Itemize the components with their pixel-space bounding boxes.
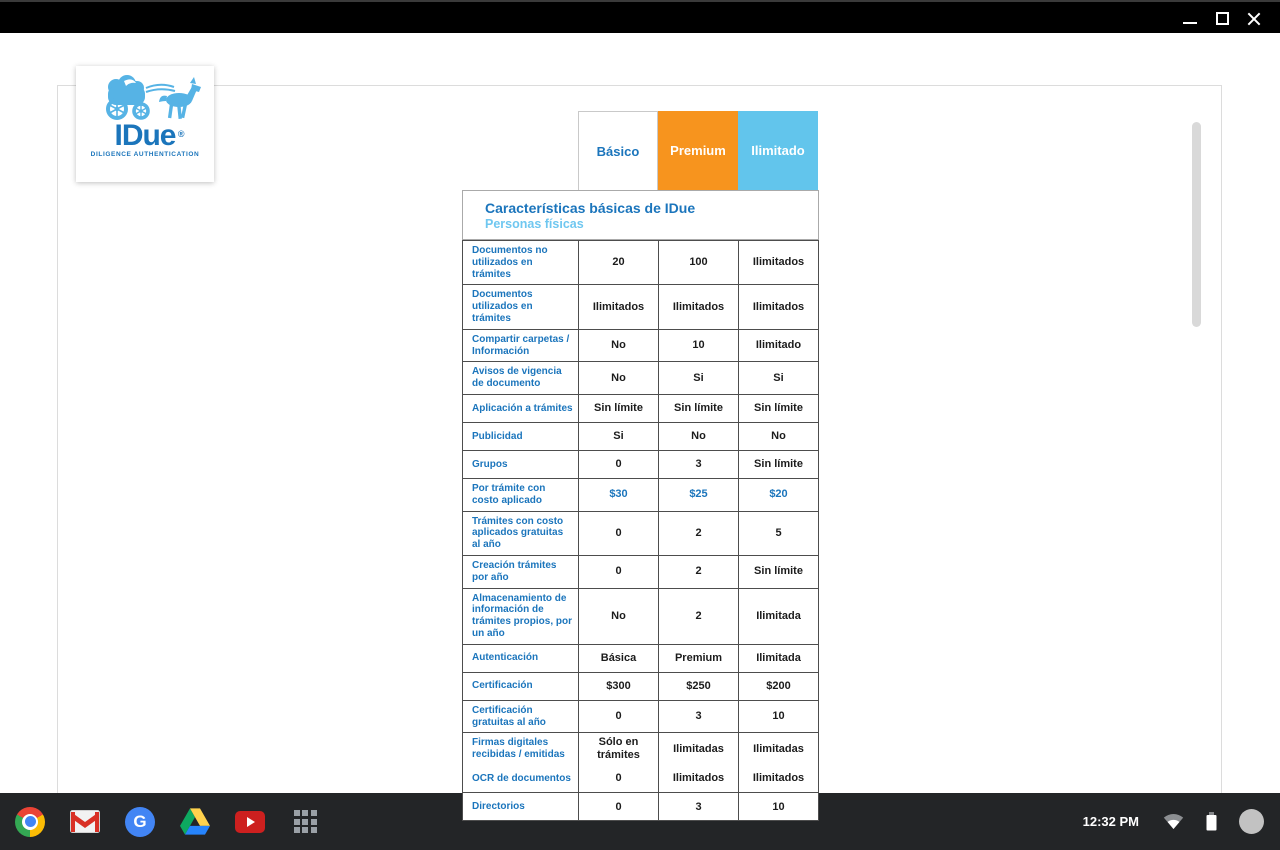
feature-value: 0	[579, 555, 659, 588]
feature-label: Autenticación	[463, 644, 579, 672]
table-row	[463, 511, 819, 555]
table-row	[463, 765, 819, 793]
maximize-icon	[1216, 12, 1229, 25]
youtube-icon[interactable]	[234, 806, 266, 838]
table-row	[463, 672, 819, 700]
feature-value: 0	[579, 450, 659, 478]
feature-value: $25	[659, 478, 739, 511]
feature-value: Ilimitados	[739, 765, 819, 793]
feature-value: No	[579, 588, 659, 644]
feature-value: Si	[579, 422, 659, 450]
feature-label: OCR de documentos	[463, 765, 579, 793]
table-row	[463, 733, 819, 765]
google-icon[interactable]	[124, 806, 156, 838]
feature-label: Por trámite con costo aplicado	[463, 478, 579, 511]
feature-value: 2	[659, 588, 739, 644]
drive-icon[interactable]	[179, 806, 211, 838]
feature-value: Sin límite	[739, 394, 819, 422]
close-icon	[1246, 11, 1262, 27]
feature-value: 100	[659, 241, 739, 285]
window-controls	[1174, 2, 1270, 35]
wifi-icon	[1163, 813, 1184, 830]
logo-tagline: DILIGENCE AUTHENTICATION	[90, 151, 200, 158]
table-row	[463, 422, 819, 450]
battery-icon	[1206, 812, 1217, 831]
drive-logo	[180, 808, 210, 835]
feature-label: Creación trámites por año	[463, 555, 579, 588]
logo-wordmark: IDue ®	[114, 119, 185, 152]
feature-value: 10	[659, 329, 739, 362]
feature-value: $200	[739, 672, 819, 700]
feature-value: No	[579, 329, 659, 362]
table-row	[463, 555, 819, 588]
feature-value: Sin límite	[739, 450, 819, 478]
feature-value: 2	[659, 511, 739, 555]
feature-label: Compartir carpetas / Información	[463, 329, 579, 362]
tab-basico[interactable]: Básico	[578, 111, 658, 190]
feature-value: Premium	[659, 644, 739, 672]
table-row	[463, 588, 819, 644]
feature-label: Documentos utilizados en trámites	[463, 285, 579, 329]
tab-premium[interactable]: Premium	[658, 111, 738, 190]
feature-value: 3	[659, 793, 739, 821]
table-row	[463, 362, 819, 395]
table-row	[463, 394, 819, 422]
table-title: Características básicas de IDue	[485, 200, 696, 216]
minimize-button[interactable]	[1174, 2, 1206, 35]
table-row	[463, 450, 819, 478]
feature-value: 0	[579, 700, 659, 733]
feature-value: 3	[659, 700, 739, 733]
table-row	[463, 329, 819, 362]
chrome-logo	[15, 807, 45, 837]
feature-label: Certificación	[463, 672, 579, 700]
feature-value: Si	[659, 362, 739, 395]
feature-value: $30	[579, 478, 659, 511]
table-row	[463, 241, 819, 285]
table-row	[463, 793, 819, 821]
feature-value: 10	[739, 700, 819, 733]
apps-grid-glyph	[294, 810, 317, 833]
feature-value: Sólo en trámites	[579, 733, 659, 765]
feature-value: 3	[659, 450, 739, 478]
feature-value: Básica	[579, 644, 659, 672]
carriage-horse-icon	[86, 74, 204, 122]
gmail-icon[interactable]	[69, 806, 101, 838]
feature-value: Ilimitada	[739, 588, 819, 644]
feature-value: 0	[579, 765, 659, 793]
feature-value: Sin límite	[579, 394, 659, 422]
feature-value: 2	[659, 555, 739, 588]
table-row	[463, 285, 819, 329]
feature-label: Directorios	[463, 793, 579, 821]
feature-value: Ilimitadas	[739, 733, 819, 765]
close-button[interactable]	[1238, 2, 1270, 35]
tab-ilimitado[interactable]: Ilimitado	[738, 111, 818, 190]
feature-value: 10	[739, 793, 819, 821]
features-table	[462, 240, 819, 821]
feature-label: Trámites con costo aplicados gratuitas al año	[463, 511, 579, 555]
table-title-box	[462, 190, 819, 240]
registered-mark: ®	[177, 129, 185, 139]
apps-grid-icon[interactable]	[289, 806, 321, 838]
google-logo: G	[125, 807, 155, 837]
feature-value: Sin límite	[659, 394, 739, 422]
feature-value: $250	[659, 672, 739, 700]
scrollbar[interactable]	[1192, 122, 1201, 327]
feature-value: Ilimitadas	[659, 733, 739, 765]
status-area[interactable]	[1083, 809, 1280, 834]
minimize-icon	[1183, 22, 1197, 24]
feature-value: $20	[739, 478, 819, 511]
feature-value: Ilimitados	[739, 285, 819, 329]
feature-value: No	[739, 422, 819, 450]
gmail-logo	[70, 810, 100, 833]
feature-value: Ilimitados	[659, 765, 739, 793]
maximize-button[interactable]	[1206, 2, 1238, 35]
feature-value: No	[659, 422, 739, 450]
account-avatar[interactable]	[1239, 809, 1264, 834]
feature-value: Ilimitados	[739, 241, 819, 285]
feature-label: Firmas digitales recibidas / emitidas	[463, 733, 579, 765]
clock: 12:32 PM	[1082, 814, 1139, 829]
feature-value: 20	[579, 241, 659, 285]
feature-label: Almacenamiento de información de trámites propios, por un año	[463, 588, 579, 644]
feature-value: Ilimitados	[659, 285, 739, 329]
logo-card	[76, 66, 214, 182]
feature-value: Ilimitado	[739, 329, 819, 362]
feature-label: Certificación gratuitas al año	[463, 700, 579, 733]
feature-value: $300	[579, 672, 659, 700]
feature-label: Aplicación a trámites	[463, 394, 579, 422]
browser-content	[0, 33, 1280, 813]
feature-label: Grupos	[463, 450, 579, 478]
feature-value: Ilimitados	[579, 285, 659, 329]
shelf-apps	[0, 806, 344, 838]
feature-value: 0	[579, 793, 659, 821]
youtube-logo	[235, 811, 265, 833]
feature-label: Avisos de vigencia de documento	[463, 362, 579, 395]
feature-value: 5	[739, 511, 819, 555]
window-titlebar	[0, 0, 1280, 33]
feature-label: Documentos no utilizados en trámites	[463, 241, 579, 285]
feature-value: Si	[739, 362, 819, 395]
table-subtitle: Personas físicas	[485, 217, 584, 231]
table-row	[463, 644, 819, 672]
feature-label: Publicidad	[463, 422, 579, 450]
chrome-icon[interactable]	[14, 806, 46, 838]
feature-value: 0	[579, 511, 659, 555]
feature-value: Ilimitada	[739, 644, 819, 672]
feature-value: Sin límite	[739, 555, 819, 588]
table-row	[463, 478, 819, 511]
table-row	[463, 700, 819, 733]
plan-tabs	[578, 111, 818, 190]
feature-value: No	[579, 362, 659, 395]
